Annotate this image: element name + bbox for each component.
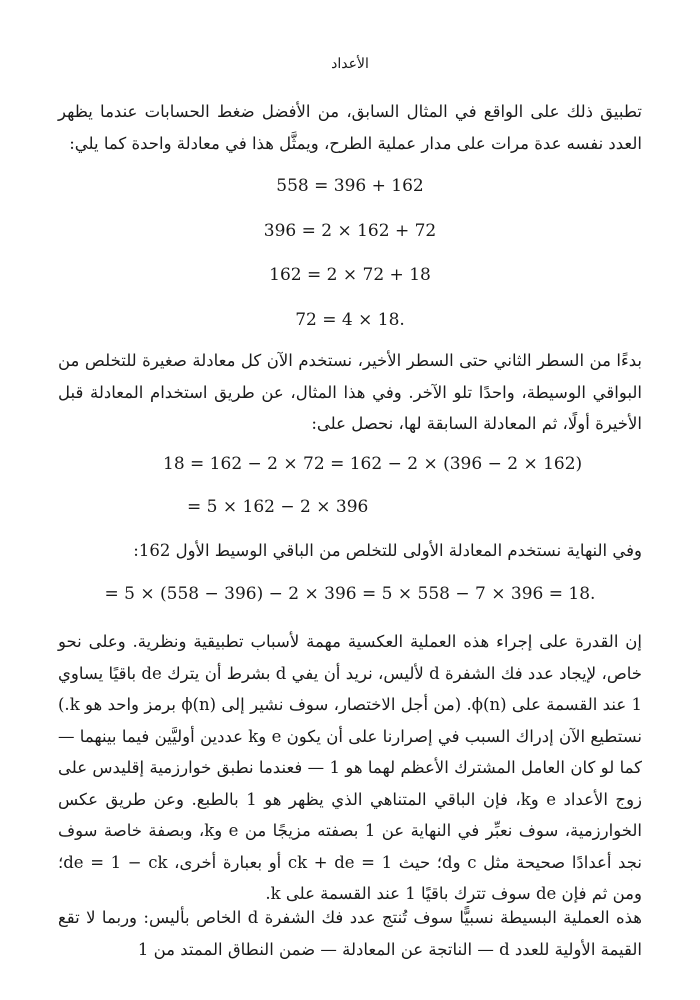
paragraph-back-substitution: بدءًا من السطر الثاني حتى السطر الأخير، نستخدم الآن كل معادلة صغيرة للتخلص من البواقي الوسيطة، واحدًا تلو الآخر. وفي هذا المثال، عن طريق استخدام المعادلة قبل الأخيرة أولًا، ثم المعادلة السابقة لها، نحصل على: bbox=[58, 351, 642, 433]
paragraph-intro: تطبيق ذلك على الواقع في المثال السابق، من الأفضل ضغط الحسابات عندما يظهر العدد نفسه عدة مرات على مدار عملية الطرح، ويمثَّل هذا في معادلة واحدة كما يلي: bbox=[58, 102, 642, 153]
equation-18-expansion: 18 = 162 − 2 × 72 = 162 − 2 × (396 − 2 × 162) bbox=[163, 454, 583, 474]
equation-162: 162 = 2 × 72 + 18 bbox=[269, 265, 431, 285]
paragraph-decryption-number: هذه العملية البسيطة نسبيًّا سوف تُنتج عدد فك الشفرة d الخاص بأليس: وربما لا تقع القيمة الأولية للعدد d — الناتجة عن المعادلة — ضمن النطاق الممتد من 1 bbox=[58, 908, 642, 959]
equation-18-simplified: = 5 × 162 − 2 × 396 bbox=[187, 497, 369, 517]
equation-558: 558 = 396 + 162 bbox=[276, 176, 424, 196]
paragraph-inverse-importance: إن القدرة على إجراء هذه العملية العكسية مهمة لأسباب تطبيقية ونظرية. وعلى نحو خاص، لإيجاد عدد فك الشفرة d لأليس، نريد أن يفي d بشرط أن يترك de باقيًا يساوي 1 عند القسمة على ϕ(n). (من أجل الاختصار، سوف نشير إلى ϕ(n) برمز واحد هو k.) نستطيع الآن إدراك السبب في إصرارنا على أن يكون e وk عددين أوليَّين فيما بينهما — كما لو كان العامل المشترك الأعظم لهما هو 1 — فعندما نطبق خوارزمية إقليدس على زوج الأعداد e وk، فإن الباقي المتناهي الذي يظهر هو 1 بالطبع. وعن طريق عكس الخوارزمية، سوف نعبِّر في النهاية عن 1 بصفته مزيجًا من e وk، وبصفة خاصة سوف نجد أعدادًا صحيحة مثل c وd؛ حيث ck + de = 1 أو بعبارة أخرى، de = 1 − ck؛ ومن ثم فإن de سوف تترك باقيًا 1 عند القسمة على k. bbox=[58, 632, 643, 903]
equation-396: 396 = 2 × 162 + 72 bbox=[263, 221, 437, 241]
equation-final-combination: = 5 × (558 − 396) − 2 × 396 = 5 × 558 − 7 × 396 = 18. bbox=[104, 584, 596, 604]
paragraph-final-step: وفي النهاية نستخدم المعادلة الأولى للتخلص من الباقي الوسيط الأول 162: bbox=[133, 541, 642, 560]
running-header: الأعداد bbox=[331, 56, 369, 72]
equation-72: 72 = 4 × 18. bbox=[295, 310, 405, 330]
